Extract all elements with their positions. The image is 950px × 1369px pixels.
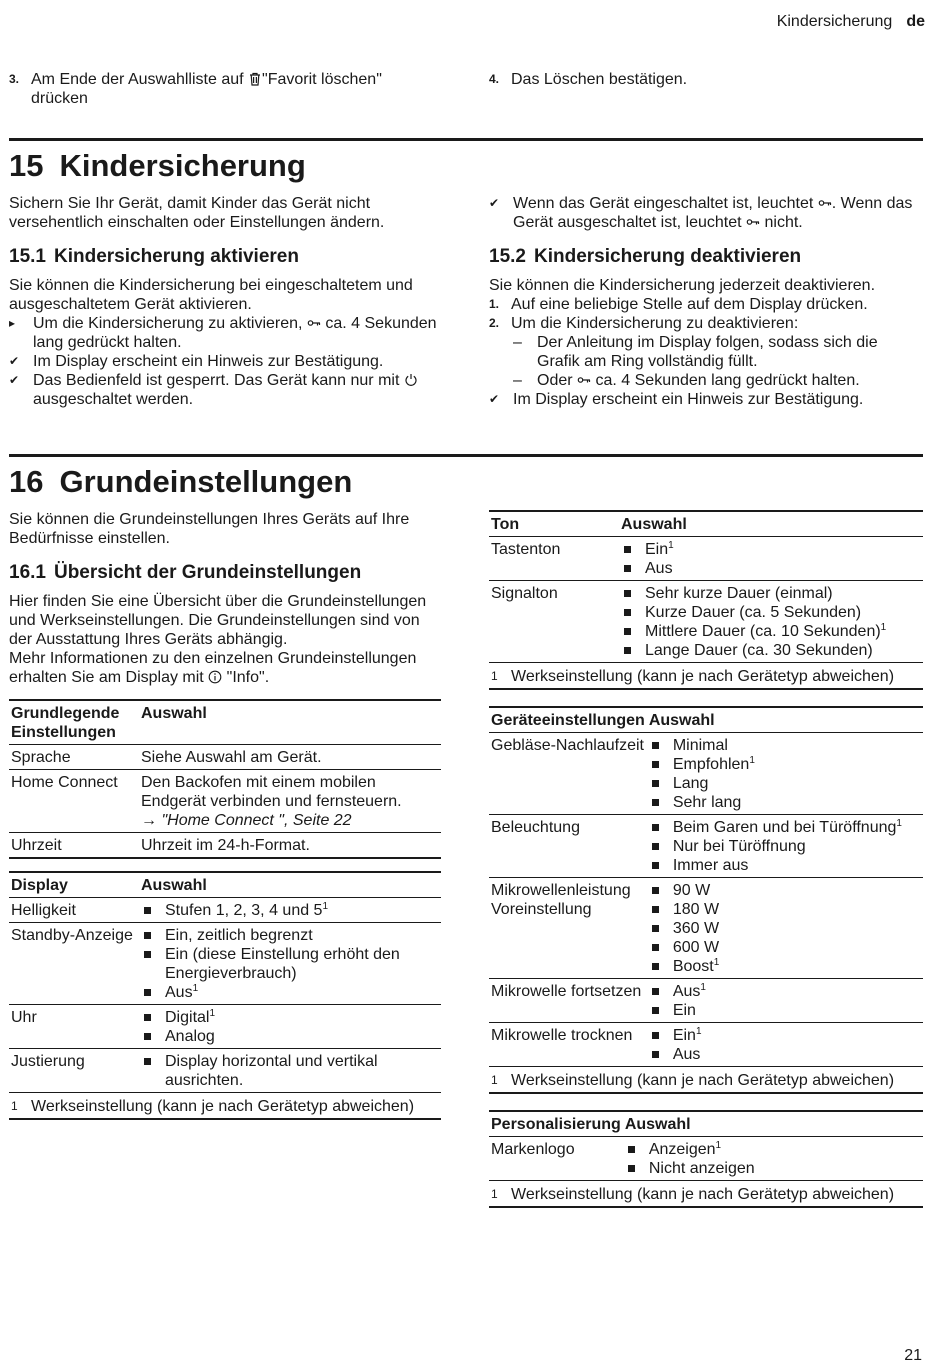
option-item bbox=[621, 622, 921, 641]
option-text: Minimal bbox=[672, 737, 728, 754]
table-header bbox=[489, 707, 923, 733]
option-list bbox=[649, 982, 921, 1020]
setting-name: Uhr bbox=[11, 1009, 37, 1026]
option-item bbox=[625, 1159, 921, 1178]
table-row: Home Connect Den Backofen mit einem mobilen Endgerät verbinden und fernsteuern. → "Home Connect ", Seite 22 bbox=[9, 770, 441, 833]
table-row bbox=[489, 581, 923, 663]
section-rule bbox=[9, 454, 923, 457]
setting-options bbox=[647, 815, 923, 878]
option-item bbox=[649, 837, 921, 856]
display-settings-table bbox=[9, 871, 441, 1120]
info-icon bbox=[208, 670, 222, 684]
setting-name: Standby-Anzeige bbox=[11, 927, 133, 944]
setting-options bbox=[623, 1137, 923, 1181]
option-item bbox=[649, 900, 921, 919]
option-text: Boost bbox=[672, 958, 714, 975]
key-icon bbox=[577, 373, 591, 387]
option-item bbox=[649, 881, 921, 900]
footnote-ref: 1 bbox=[880, 622, 887, 633]
option-text: Immer aus bbox=[672, 857, 749, 874]
setting-name: Mikrowelle fortsetzen bbox=[491, 983, 642, 1000]
setting-name: Gebläse-Nachlaufzeit bbox=[491, 737, 644, 754]
setting-name: Justierung bbox=[11, 1053, 85, 1070]
option-item bbox=[621, 641, 921, 660]
option-item bbox=[141, 945, 439, 983]
key-icon bbox=[818, 196, 832, 210]
header-choice: Auswahl bbox=[621, 516, 687, 533]
table-footnote bbox=[489, 1181, 923, 1208]
footnote-ref: 1 bbox=[668, 540, 674, 551]
option-item bbox=[649, 755, 921, 774]
option-item bbox=[649, 919, 921, 938]
option-text: Empfohlen bbox=[672, 756, 750, 773]
table-row bbox=[489, 537, 923, 581]
table-row bbox=[489, 815, 923, 878]
option-text: Analog bbox=[165, 1028, 215, 1045]
setting-options bbox=[139, 923, 441, 1005]
option-item bbox=[141, 901, 439, 920]
table-row bbox=[489, 1023, 923, 1067]
option-list bbox=[141, 901, 439, 920]
header-setting: Geräteeinstellungen bbox=[491, 712, 645, 729]
option-text: Lang bbox=[672, 775, 709, 792]
footnote-marker: 1 bbox=[491, 1073, 498, 1087]
result-item: ✔ Im Display erscheint ein Hinweis zur Bestätigung. bbox=[489, 391, 864, 408]
option-item bbox=[141, 1027, 439, 1046]
footnote-text: Werkseinstellung (kann je nach Gerätetyp abweichen) bbox=[511, 1186, 895, 1203]
section-15-title: 15 Kindersicherung bbox=[9, 148, 306, 183]
setting-name: Mikrowelle trocknen bbox=[491, 1027, 633, 1044]
option-item bbox=[649, 957, 921, 976]
option-text: 600 W bbox=[672, 939, 720, 956]
option-item bbox=[621, 540, 921, 559]
option-text: Ein (diese Einstellung erhöht den Energieverbrauch) bbox=[165, 946, 400, 982]
footnote-ref: 1 bbox=[192, 983, 199, 994]
option-item bbox=[141, 983, 439, 1002]
section-16-right bbox=[489, 510, 923, 1208]
option-text: Anzeigen bbox=[648, 1141, 716, 1158]
option-item bbox=[141, 1052, 439, 1090]
sound-settings-table bbox=[489, 510, 923, 690]
option-text: Sehr lang bbox=[672, 794, 742, 811]
option-item bbox=[625, 1140, 921, 1159]
settings-table bbox=[9, 871, 441, 1120]
setting-options bbox=[139, 1005, 441, 1049]
footnote bbox=[491, 1185, 921, 1204]
table-row bbox=[489, 733, 923, 815]
dash-marker: – bbox=[513, 372, 522, 389]
setting-options bbox=[647, 1023, 923, 1067]
setting-options bbox=[647, 979, 923, 1023]
step-3: 3. Am Ende der Auswahlliste auf "Favorit löschen" drücken bbox=[9, 71, 382, 107]
key-icon bbox=[307, 316, 321, 330]
setting-options bbox=[619, 581, 923, 663]
footnote bbox=[491, 1071, 921, 1090]
option-text: Aus bbox=[672, 983, 701, 1000]
check-marker: ✔ bbox=[9, 354, 20, 368]
arrow-marker: ▸ bbox=[9, 316, 16, 330]
footnote-marker: 1 bbox=[491, 669, 498, 683]
subsection-16-1-title: 16.1 Übersicht der Grundeinstellungen bbox=[9, 562, 362, 583]
table-row: Sprache Siehe Auswahl am Gerät. bbox=[9, 745, 441, 770]
basic-settings-table bbox=[9, 699, 441, 859]
option-text: 180 W bbox=[672, 901, 720, 918]
subsection-16-1-info: Mehr Informationen zu den einzelnen Grundeinstellungen erhalten Sie am Display mit "Info". bbox=[9, 650, 417, 686]
instruction-step: ▸ Um die Kindersicherung zu aktivieren, ca. 4 Sekunden lang gedrückt halten. bbox=[9, 315, 437, 351]
table-header bbox=[489, 1111, 923, 1137]
section-16-left bbox=[9, 510, 441, 1120]
table-row bbox=[489, 878, 923, 979]
table-footnote bbox=[489, 663, 923, 690]
footnote-text: Werkseinstellung (kann je nach Gerätetyp abweichen) bbox=[31, 1098, 415, 1115]
option-item bbox=[649, 856, 921, 875]
footnote-ref: 1 bbox=[896, 818, 902, 829]
result-item: ✔ Das Bedienfeld ist gesperrt. Das Gerät kann nur mit ausgeschaltet werden. bbox=[9, 371, 441, 409]
option-item bbox=[649, 1001, 921, 1020]
option-text: Nicht anzeigen bbox=[648, 1160, 755, 1177]
option-item bbox=[649, 938, 921, 957]
option-list bbox=[649, 881, 921, 976]
table-footnote bbox=[9, 1093, 441, 1120]
option-item bbox=[621, 559, 921, 578]
header-language: de bbox=[906, 13, 925, 30]
footnote-ref: 1 bbox=[749, 755, 755, 766]
setting-name: Tastenton bbox=[491, 541, 561, 558]
option-item bbox=[649, 818, 921, 837]
header-setting: Ton bbox=[491, 516, 520, 533]
option-text: 360 W bbox=[672, 920, 720, 937]
option-item bbox=[141, 1008, 439, 1027]
option-item bbox=[621, 584, 921, 603]
option-text: Ein, zeitlich begrenzt bbox=[165, 927, 313, 944]
option-text: Lange Dauer (ca. 30 Sekunden) bbox=[645, 642, 873, 659]
table-row bbox=[9, 923, 441, 1005]
option-text: Digital bbox=[165, 1009, 210, 1026]
setting-name: Helligkeit bbox=[11, 902, 76, 919]
settings-table bbox=[489, 706, 923, 1094]
subsection-15-1-intro: Sie können die Kindersicherung bei eingeschaltetem und ausgeschaltetem Gerät aktivieren. bbox=[9, 277, 413, 313]
power-icon bbox=[404, 373, 418, 387]
option-list bbox=[141, 1008, 439, 1046]
option-item bbox=[649, 982, 921, 1001]
option-text: Sehr kurze Dauer (einmal) bbox=[645, 585, 833, 602]
header-choice: Auswahl bbox=[648, 712, 715, 729]
option-text: Ein bbox=[672, 1027, 696, 1044]
table-header bbox=[489, 511, 923, 537]
result-item: ✔ Im Display erscheint ein Hinweis zur Bestätigung. bbox=[9, 353, 384, 370]
footnote-marker: 1 bbox=[491, 1187, 498, 1201]
option-text: Nur bei Türöffnung bbox=[672, 838, 806, 855]
header-choice: Auswahl bbox=[141, 877, 207, 894]
option-text: Aus bbox=[165, 984, 193, 1001]
sub-step: – Der Anleitung im Display folgen, sodass sich die Grafik am Ring vollständig füllt. bbox=[513, 334, 878, 370]
option-list bbox=[141, 926, 439, 1002]
table-row bbox=[9, 898, 441, 923]
subsection-16-1-text: Hier finden Sie eine Übersicht über die Grundeinstellungen und Werkseinstellungen. Die Grundeinstellungen sind von der Ausstattung Ihres Geräts abhängig. bbox=[9, 593, 427, 648]
section-15-right bbox=[489, 194, 923, 409]
footnote bbox=[11, 1097, 439, 1116]
header-setting: Personalisierung bbox=[491, 1116, 621, 1133]
setting-name: Markenlogo bbox=[491, 1141, 575, 1158]
header-choice: Auswahl bbox=[624, 1116, 691, 1133]
option-item bbox=[649, 736, 921, 755]
option-item bbox=[649, 793, 921, 812]
header-section: Kindersicherung bbox=[776, 13, 893, 30]
subsection-15-2-title: 15.2 Kindersicherung deaktivieren bbox=[489, 246, 802, 267]
option-item bbox=[649, 1045, 921, 1064]
setting-options bbox=[647, 733, 923, 815]
settings-table bbox=[489, 510, 923, 690]
table-header bbox=[9, 872, 441, 898]
check-marker: ✔ bbox=[9, 373, 20, 387]
table-row bbox=[9, 1005, 441, 1049]
device-settings-table bbox=[489, 706, 923, 1094]
footnote-ref: 1 bbox=[695, 1026, 702, 1037]
setting-name: Mikrowellenleistung Voreinstellung bbox=[491, 882, 631, 918]
setting-options bbox=[619, 537, 923, 581]
table-footnote bbox=[489, 1067, 923, 1094]
option-text: 90 W bbox=[672, 882, 711, 899]
section-15-left bbox=[9, 194, 441, 409]
option-item bbox=[621, 603, 921, 622]
option-list bbox=[649, 736, 921, 812]
option-text: Aus bbox=[645, 560, 673, 577]
option-item bbox=[141, 926, 439, 945]
settings-table bbox=[489, 1110, 923, 1208]
page-number: 21 bbox=[904, 1347, 922, 1364]
option-item bbox=[649, 774, 921, 793]
option-list bbox=[649, 818, 921, 875]
sub-step: – Oder ca. 4 Sekunden lang gedrückt halten. bbox=[513, 372, 860, 389]
option-list bbox=[621, 584, 921, 660]
table-row bbox=[489, 979, 923, 1023]
table-row bbox=[9, 1049, 441, 1093]
dash-marker: – bbox=[513, 334, 522, 351]
footnote-text: Werkseinstellung (kann je nach Gerätetyp abweichen) bbox=[511, 1072, 895, 1089]
footnote-ref: 1 bbox=[209, 1008, 216, 1019]
table-header: Grundlegende Einstellungen Auswahl bbox=[9, 700, 441, 745]
setting-name: Signalton bbox=[491, 585, 558, 602]
option-text: Aus bbox=[672, 1046, 701, 1063]
key-icon bbox=[746, 215, 760, 229]
step-1: 1. Auf eine beliebige Stelle auf dem Display drücken. bbox=[489, 296, 868, 313]
setting-name: Beleuchtung bbox=[491, 819, 580, 836]
option-list bbox=[649, 1026, 921, 1064]
option-list bbox=[621, 540, 921, 578]
step-2: 2. Um die Kindersicherung zu deaktivieren: bbox=[489, 315, 799, 332]
option-text: Display horizontal und vertikal ausrichten. bbox=[165, 1053, 378, 1089]
footnote-marker: 1 bbox=[11, 1099, 18, 1113]
footnote-ref: 1 bbox=[715, 1140, 722, 1151]
section-16-intro: Sie können die Grundeinstellungen Ihres Geräts auf Ihre Bedürfnisse einstellen. bbox=[9, 511, 410, 547]
setting-options bbox=[647, 878, 923, 979]
option-text: Ein bbox=[645, 541, 669, 558]
running-header bbox=[777, 12, 925, 31]
personalization-table bbox=[489, 1110, 923, 1208]
check-marker: ✔ bbox=[489, 392, 500, 406]
footnote bbox=[491, 667, 921, 686]
header-setting: Display bbox=[11, 877, 68, 894]
section-rule bbox=[9, 138, 923, 141]
footnote-text: Werkseinstellung (kann je nach Gerätetyp abweichen) bbox=[511, 668, 895, 685]
footnote-ref: 1 bbox=[713, 957, 720, 968]
option-text: Stufen 1, 2, 3, 4 und 5 bbox=[165, 902, 323, 919]
option-list bbox=[141, 1052, 439, 1090]
option-text: Beim Garen und bei Türöffnung bbox=[672, 819, 897, 836]
setting-options bbox=[139, 1049, 441, 1093]
subsection-15-1-title: 15.1 Kindersicherung aktivieren bbox=[9, 246, 299, 267]
option-text: Mittlere Dauer (ca. 10 Sekunden) bbox=[645, 623, 881, 640]
cross-reference-link[interactable]: → "Home Connect ", Seite 22 bbox=[141, 812, 352, 829]
footnote-ref: 1 bbox=[700, 982, 706, 993]
subsection-15-2-intro: Sie können die Kindersicherung jederzeit deaktivieren. bbox=[489, 277, 876, 294]
check-marker: ✔ bbox=[489, 196, 500, 210]
table-row: Uhrzeit Uhrzeit im 24-h-Format. bbox=[9, 833, 441, 859]
result-item: ✔ Wenn das Gerät eingeschaltet ist, leuchtet . Wenn das Gerät ausgeschaltet ist, leuchtet nicht. bbox=[489, 195, 913, 231]
option-list bbox=[625, 1140, 921, 1178]
section-15-intro: Sichern Sie Ihr Gerät, damit Kinder das Gerät nicht versehentlich einschalten oder Einstellungen ändern. bbox=[9, 195, 385, 231]
setting-options bbox=[139, 898, 441, 923]
footnote-ref: 1 bbox=[322, 901, 329, 912]
section-16-title: 16 Grundeinstellungen bbox=[9, 464, 353, 499]
trash-icon bbox=[248, 72, 262, 86]
option-text: Ein bbox=[672, 1002, 696, 1019]
step-4: 4. Das Löschen bestätigen. bbox=[489, 71, 688, 88]
option-item bbox=[649, 1026, 921, 1045]
option-text: Kurze Dauer (ca. 5 Sekunden) bbox=[645, 604, 862, 621]
table-row bbox=[489, 1137, 923, 1181]
